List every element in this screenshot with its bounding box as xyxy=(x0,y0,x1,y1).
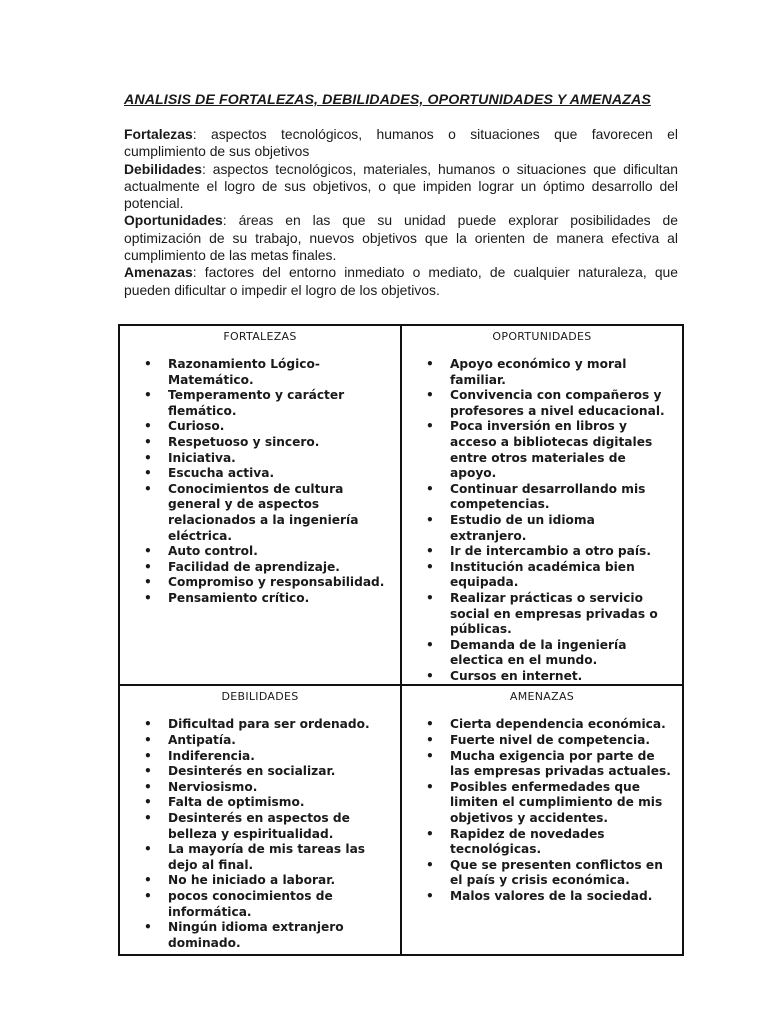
list-item: • Pensamiento crítico. xyxy=(168,591,392,607)
list-item: • Antipatía. xyxy=(168,733,392,749)
list-item: • Que se presenten conflictos en el país y crisis económica. xyxy=(450,858,674,889)
list-oportunidades xyxy=(402,357,682,684)
cell-debilidades xyxy=(119,685,401,955)
list-amenazas xyxy=(402,717,682,904)
list-item: • Malos valores de la sociedad. xyxy=(450,889,674,905)
list-item: • Posibles enfermedades que limiten el cumplimiento de mis objetivos y accidentes. xyxy=(450,780,674,827)
list-item: • Rapidez de novedades tecnológicas. xyxy=(450,827,674,858)
list-item: • Cursos en internet. xyxy=(450,669,674,685)
list-item: • Respetuoso y sincero. xyxy=(168,435,392,451)
list-item: • Auto control. xyxy=(168,544,392,560)
list-item: • Mucha exigencia por parte de las empresas privadas actuales. xyxy=(450,749,674,780)
list-item: • Institución académica bien equipada. xyxy=(450,560,674,591)
list-item: • Apoyo económico y moral familiar. xyxy=(450,357,674,388)
list-item: • Iniciativa. xyxy=(168,451,392,467)
list-item: • Demanda de la ingeniería electica en el mundo. xyxy=(450,638,674,669)
list-item: • Conocimientos de cultura general y de aspectos relacionados a la ingeniería eléctrica. xyxy=(168,482,392,544)
list-item: • Facilidad de aprendizaje. xyxy=(168,560,392,576)
list-item: • Cierta dependencia económica. xyxy=(450,717,674,733)
cell-header-debilidades: DEBILIDADES xyxy=(221,690,299,704)
cell-amenazas xyxy=(401,685,683,955)
definition-text: : factores del entorno inmediato o mediato, de cualquier naturaleza, que pueden dificultar o impedir el logro de los objetivos. xyxy=(124,264,678,298)
list-item: • La mayoría de mis tareas las dejo al final. xyxy=(168,842,392,873)
list-item: • Fuerte nivel de competencia. xyxy=(450,733,674,749)
list-item: • Curioso. xyxy=(168,419,392,435)
list-item: • Nerviosismo. xyxy=(168,780,392,796)
list-item: • Poca inversión en libros y acceso a bibliotecas digitales entre otros materiales de apoyo. xyxy=(450,419,674,481)
list-item: • Ir de intercambio a otro país. xyxy=(450,544,674,560)
definition-term: Fortalezas xyxy=(124,126,193,142)
list-item: • Convivencia con compañeros y profesores a nivel educacional. xyxy=(450,388,674,419)
list-item: • Falta de optimismo. xyxy=(168,795,392,811)
list-item: • No he iniciado a laborar. xyxy=(168,873,392,889)
list-item: • Temperamento y carácter flemático. xyxy=(168,388,392,419)
definition-term: Oportunidades xyxy=(124,212,223,229)
list-item: • Dificultad para ser ordenado. xyxy=(168,717,392,733)
list-item: • Razonamiento Lógico-Matemático. xyxy=(168,357,392,388)
definition-term: Debilidades xyxy=(124,160,202,177)
list-item: • pocos conocimientos de informática. xyxy=(168,889,392,920)
list-item: • Desinterés en aspectos de belleza y espiritualidad. xyxy=(168,811,392,842)
cell-oportunidades xyxy=(401,325,683,685)
cell-header-fortalezas: FORTALEZAS xyxy=(223,330,297,343)
document-title: ANALISIS DE FORTALEZAS, DEBILIDADES, OPORTUNIDADES Y AMENAZAS xyxy=(124,92,651,108)
definition-amenazas xyxy=(124,264,678,299)
definition-term: Amenazas xyxy=(124,264,193,281)
list-item: • Compromiso y responsabilidad. xyxy=(168,575,392,591)
list-item: • Indiferencia. xyxy=(168,749,392,765)
cell-header-amenazas: AMENAZAS xyxy=(509,690,575,704)
list-item: • Continuar desarrollando mis competencias. xyxy=(450,482,674,513)
cell-header-oportunidades: OPORTUNIDADES xyxy=(492,330,592,343)
swot-table xyxy=(118,324,684,956)
list-item: • Ningún idioma extranjero dominado. xyxy=(168,920,392,951)
list-item: • Desinterés en socializar. xyxy=(168,764,392,780)
list-debilidades xyxy=(120,717,400,951)
definition-debilidades xyxy=(124,161,678,213)
definition-fortalezas xyxy=(124,126,678,161)
definition-text: : áreas en las que su unidad puede explorar posibilidades de optimización de su trabajo, nuevos objetivos que la orienten de manera efectiva al cumplimiento de las metas finales. xyxy=(124,212,678,264)
list-item: • Realizar prácticas o servicio social en empresas privadas o públicas. xyxy=(450,591,674,638)
list-fortalezas xyxy=(120,357,400,607)
cell-fortalezas xyxy=(119,325,401,685)
definition-oportunidades xyxy=(124,212,678,264)
definition-text: : aspectos tecnológicos, humanos o situaciones que favorecen el cumplimiento de sus objetivos xyxy=(124,126,678,160)
list-item: • Escucha activa. xyxy=(168,466,392,482)
list-item: • Estudio de un idioma extranjero. xyxy=(450,513,674,544)
definition-text: : aspectos tecnológicos, materiales, humanos o situaciones que dificultan actualmente el logro de sus objetivos, o que impiden lograr un óptimo desarrollo del potencial. xyxy=(124,160,678,212)
document-body xyxy=(124,92,678,299)
